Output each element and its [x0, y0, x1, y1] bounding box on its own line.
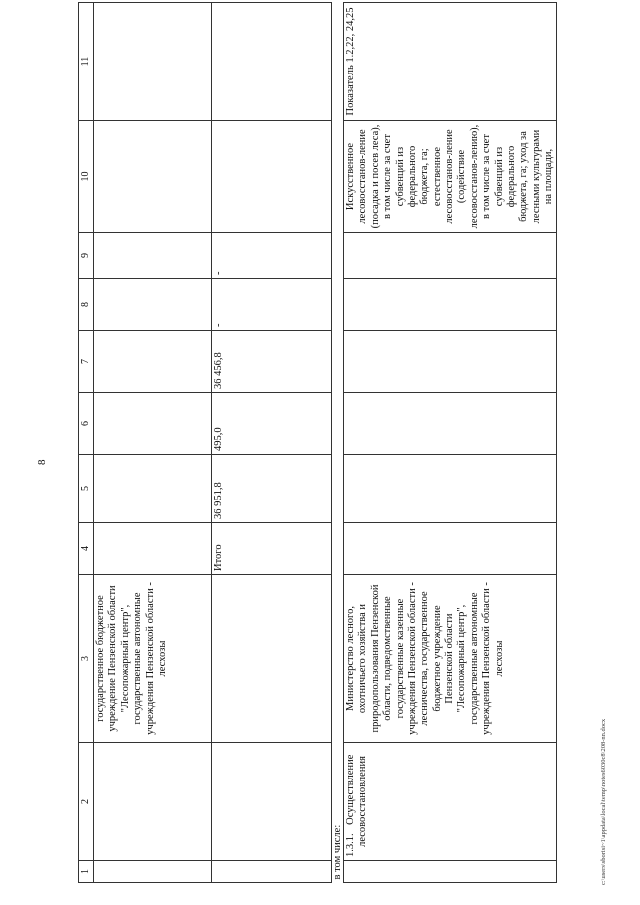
total-row	[212, 3, 332, 883]
total-label: Итого	[212, 523, 332, 575]
continuation-row	[94, 3, 212, 883]
col-header-6: 6	[79, 393, 94, 455]
program-table	[78, 2, 557, 883]
col-header-8: 8	[79, 279, 94, 331]
col-header-11: 11	[79, 3, 94, 121]
col-header-9: 9	[79, 233, 94, 279]
total-c6: 495,0	[212, 393, 332, 455]
col-header-4: 4	[79, 523, 94, 575]
total-c5: 36 951,8	[212, 455, 332, 523]
col-header-10: 10	[79, 121, 94, 233]
col-header-3: 3	[79, 575, 94, 743]
header-row	[79, 3, 94, 883]
item-name: 1.3.1. Осуществление лесовосстановления	[344, 743, 557, 861]
col-header-1: 1	[79, 861, 94, 883]
total-c7: 36 456,8	[212, 331, 332, 393]
item-executor: Министерство лесного, охотничьего хозяйства и природопользования Пензенской области, подведомственные государственные казенные учреждения Пензенской области - лесничества, государственное бюджетное учреждение Пензенской области "Лесопожарный центр", государственные автономные учреждения Пензенской области - лесхозы	[344, 575, 557, 743]
cont-executor: государственное бюджетное учреждение Пензенской области "Лесопожарный центр", государственные автономные учреждения Пензенской области - лесхозы	[94, 575, 212, 743]
subheading: в том числе:	[332, 3, 344, 883]
total-c9: -	[212, 233, 332, 279]
item-number: 1.3.1.	[345, 833, 356, 857]
file-path-footer: c:\users\sborisi~1\appdata\local\temp\notes6030c8\208-nn.docx	[600, 718, 607, 885]
item-row	[344, 3, 557, 883]
item-result: Искусственное лесовосстанов-ление (посадка и посев леса), в том числе за счет субвенций из федерального бюджета, га; естественное лесовосстанов-ление (содействие лесовосстанов-лению), в том числе за счет субвенций из федерального бюджета, га; уход за лесными культурами на площади,	[344, 121, 557, 233]
item-indicator: Показатель 1.2,22, 24,25	[344, 3, 557, 121]
col-header-7: 7	[79, 331, 94, 393]
total-c8: -	[212, 279, 332, 331]
col-header-5: 5	[79, 455, 94, 523]
page-number: 8	[36, 459, 48, 465]
subheading-row	[332, 3, 344, 883]
col-header-2: 2	[79, 743, 94, 861]
